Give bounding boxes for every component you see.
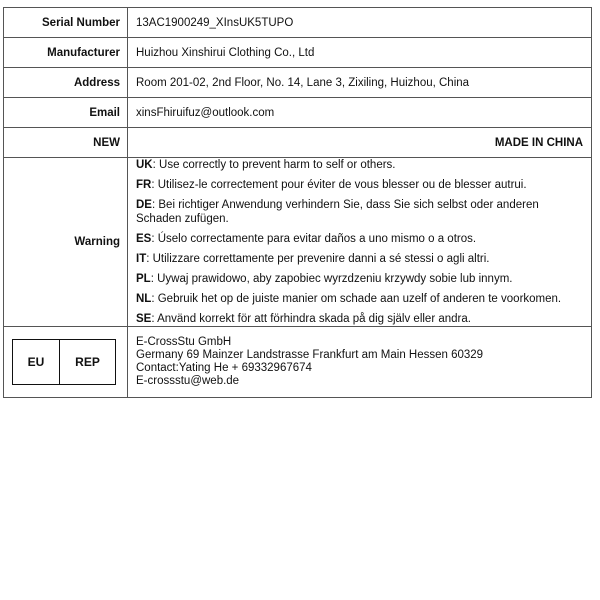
warning-code: UK <box>136 159 153 171</box>
warning-line-uk <box>136 158 583 172</box>
warning-line-es <box>136 232 583 246</box>
warning-text: : Använd korrekt för att förhindra skada på dig själv eller andra. <box>151 313 471 325</box>
eu-rep-info <box>128 327 592 398</box>
eu-rep-row <box>4 327 592 398</box>
warning-line-fr <box>136 178 583 192</box>
warning-code: FR <box>136 179 152 191</box>
warning-text: : Gebruik het op de juiste manier om schade aan uzelf of anderen te voorkomen. <box>151 293 562 305</box>
warning-line-it <box>136 252 583 266</box>
made-in-value: MADE IN CHINA <box>128 128 592 158</box>
serial-number-value: 13AC1900249_XInsUK5TUPO <box>128 8 592 38</box>
product-label-table <box>3 7 592 398</box>
rep-mark: REP <box>75 355 100 369</box>
serial-number-row <box>4 8 592 38</box>
warning-text: : Bei richtiger Anwendung verhindern Sie, dass Sie sich selbst oder anderen Schaden zufügen. <box>136 199 539 225</box>
eu-rep-symbol-cell <box>4 327 128 398</box>
eu-rep-symbol <box>12 339 116 385</box>
email-value: xinsFhiruifuz@outlook.com <box>128 98 592 128</box>
serial-number-label: Serial Number <box>4 8 128 38</box>
rep-contact: Contact:Yating He + 69332967674 <box>136 362 312 374</box>
warning-text: : Utilisez-le correctement pour éviter de vous blesser ou de blesser autrui. <box>151 179 527 191</box>
rep-email: E-crossstu@web.de <box>136 375 240 387</box>
email-row <box>4 98 592 128</box>
rep-company: E-CrossStu GmbH <box>136 336 232 348</box>
warning-line-pl <box>136 272 583 286</box>
warning-code: PL <box>136 273 151 285</box>
eu-mark: EU <box>13 340 60 384</box>
address-value: Room 201-02, 2nd Floor, No. 14, Lane 3, Zixiling, Huizhou, China <box>128 68 592 98</box>
warning-text: : Uywaj prawidowo, aby zapobiec wyrzdzeniu krzywdy sobie lub innym. <box>150 273 513 285</box>
warning-line-nl <box>136 292 583 306</box>
warning-label: Warning <box>4 158 128 327</box>
new-label: NEW <box>4 128 128 158</box>
email-label: Email <box>4 98 128 128</box>
warning-code: NL <box>136 293 152 305</box>
address-row <box>4 68 592 98</box>
warning-text: : Utilizzare correttamente per prevenire danni a sé stessi o agli altri. <box>146 253 490 265</box>
warning-text: : Use correctly to prevent harm to self or others. <box>152 159 396 171</box>
warning-line-de <box>136 198 583 226</box>
rep-address: Germany 69 Mainzer Landstrasse Frankfurt am Main Hessen 60329 <box>136 349 484 361</box>
warning-text: : Úselo correctamente para evitar daños a uno mismo o a otros. <box>151 233 477 245</box>
warning-code: SE <box>136 313 152 325</box>
manufacturer-label: Manufacturer <box>4 38 128 68</box>
warning-list <box>128 158 592 327</box>
address-label: Address <box>4 68 128 98</box>
warning-code: DE <box>136 199 152 211</box>
manufacturer-value: Huizhou Xinshirui Clothing Co., Ltd <box>128 38 592 68</box>
warning-code: IT <box>136 253 147 265</box>
warning-code: ES <box>136 233 152 245</box>
warning-line-se <box>136 312 583 326</box>
warning-row <box>4 158 592 327</box>
origin-row <box>4 128 592 158</box>
manufacturer-row <box>4 38 592 68</box>
